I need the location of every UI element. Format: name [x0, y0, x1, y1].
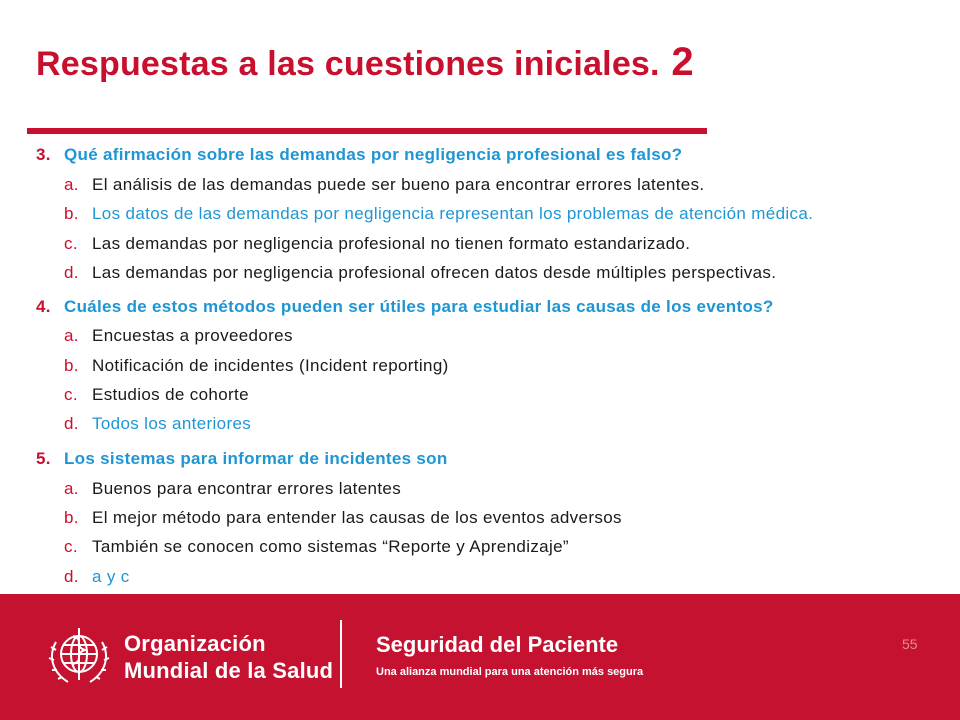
option-letter: a. [64, 175, 79, 194]
option-text: El análisis de las demandas puede ser bueno para encontrar errores latentes. [92, 175, 705, 194]
option-letter: d. [64, 567, 79, 586]
option-text: También se conocen como sistemas “Reporte y Aprendizaje” [92, 537, 569, 556]
option-letter: d. [64, 263, 79, 282]
question-3 [36, 145, 682, 165]
option-letter: b. [64, 204, 79, 223]
option-text: Buenos para encontrar errores latentes [92, 479, 402, 498]
question-text: Los sistemas para informar de incidentes son [64, 449, 448, 468]
who-emblem-icon [42, 620, 116, 694]
program-tagline: Una alianza mundial para una atención más segura [376, 666, 644, 678]
question-4 [36, 297, 774, 317]
organization-name-line2: Mundial de la Salud [124, 658, 334, 683]
option-letter: a. [64, 326, 79, 345]
option-letter: d. [64, 414, 79, 433]
option-text: Las demandas por negligencia profesional ofrecen datos desde múltiples perspectivas. [92, 263, 777, 282]
question-number: 4. [36, 297, 51, 316]
option-5d-correct [64, 567, 130, 587]
option-4c [64, 385, 249, 405]
option-text: a y c [92, 567, 130, 586]
question-number: 5. [36, 449, 51, 468]
option-text: Los datos de las demandas por negligencia representan los problemas de atención médica. [92, 204, 814, 223]
question-number: 3. [36, 145, 51, 164]
organization-name [124, 630, 333, 684]
option-5b [64, 508, 622, 528]
footer-banner [0, 594, 960, 720]
option-text: Notificación de incidentes (Incident reporting) [92, 356, 449, 375]
option-4b [64, 356, 449, 376]
option-5a [64, 479, 401, 499]
question-text: Cuáles de estos métodos pueden ser útiles para estudiar las causas de los eventos? [64, 297, 774, 316]
option-text: Encuestas a proveedores [92, 326, 293, 345]
option-letter: c. [64, 385, 78, 404]
option-text: Las demandas por negligencia profesional no tienen formato estandarizado. [92, 234, 691, 253]
option-letter: b. [64, 508, 79, 527]
option-3b-correct [64, 204, 813, 224]
organization-name-line1: Organización [124, 631, 266, 656]
question-text: Qué afirmación sobre las demandas por negligencia profesional es falso? [64, 145, 683, 164]
option-3d [64, 263, 776, 283]
option-text: Estudios de cohorte [92, 385, 249, 404]
option-letter: c. [64, 234, 78, 253]
option-letter: c. [64, 537, 78, 556]
question-5 [36, 449, 448, 469]
option-text: El mejor método para entender las causas de los eventos adversos [92, 508, 622, 527]
slide-title-text: Respuestas a las cuestiones iniciales. [36, 45, 660, 83]
option-letter: a. [64, 479, 79, 498]
option-5c [64, 537, 569, 557]
slide-title-number: 2 [671, 40, 694, 84]
option-text: Todos los anteriores [92, 414, 252, 433]
program-name: Seguridad del Paciente [376, 632, 619, 657]
footer-divider [340, 620, 342, 688]
option-4d-correct [64, 414, 251, 434]
option-4a [64, 326, 293, 346]
page-number: 55 [902, 636, 918, 652]
option-3a [64, 175, 705, 195]
option-letter: b. [64, 356, 79, 375]
option-3c [64, 234, 690, 254]
